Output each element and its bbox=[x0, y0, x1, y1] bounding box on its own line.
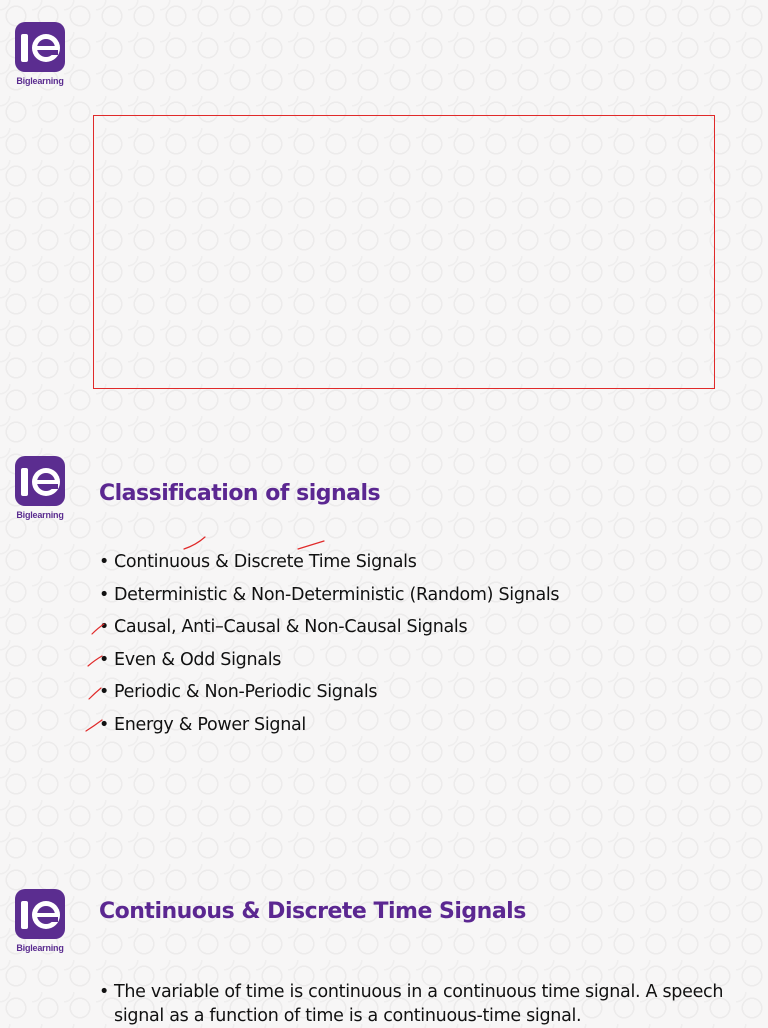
slide-title-continuous-discrete: Continuous & Discrete Time Signals bbox=[99, 899, 526, 924]
red-outline-box bbox=[93, 115, 715, 389]
list-item: • Deterministic & Non-Deterministic (Random) Signals bbox=[99, 579, 559, 612]
biglearning-logo bbox=[12, 889, 68, 955]
list-item: • Causal, Anti–Causal & Non-Causal Signals bbox=[99, 611, 559, 644]
definition-paragraph: • The variable of time is continuous in a continuous time signal. A speech signal as a function of time is a continuous-time signal. bbox=[99, 980, 724, 1028]
logo-mark-icon bbox=[12, 456, 68, 508]
list-item: • Periodic & Non-Periodic Signals bbox=[99, 676, 559, 709]
list-item: • Even & Odd Signals bbox=[99, 644, 559, 677]
logo-text: Biglearning bbox=[16, 943, 64, 953]
logo-text: Biglearning bbox=[16, 510, 64, 520]
list-item: • Energy & Power Signal bbox=[99, 709, 559, 742]
classification-list bbox=[99, 546, 559, 741]
biglearning-logo bbox=[12, 22, 68, 88]
logo-mark-icon bbox=[12, 22, 68, 74]
logo-mark-icon bbox=[12, 889, 68, 941]
biglearning-logo bbox=[12, 456, 68, 522]
slide-title-classification: Classification of signals bbox=[99, 481, 381, 506]
list-item: • Continuous & Discrete Time Signals bbox=[99, 546, 559, 579]
logo-text: Biglearning bbox=[16, 76, 64, 86]
